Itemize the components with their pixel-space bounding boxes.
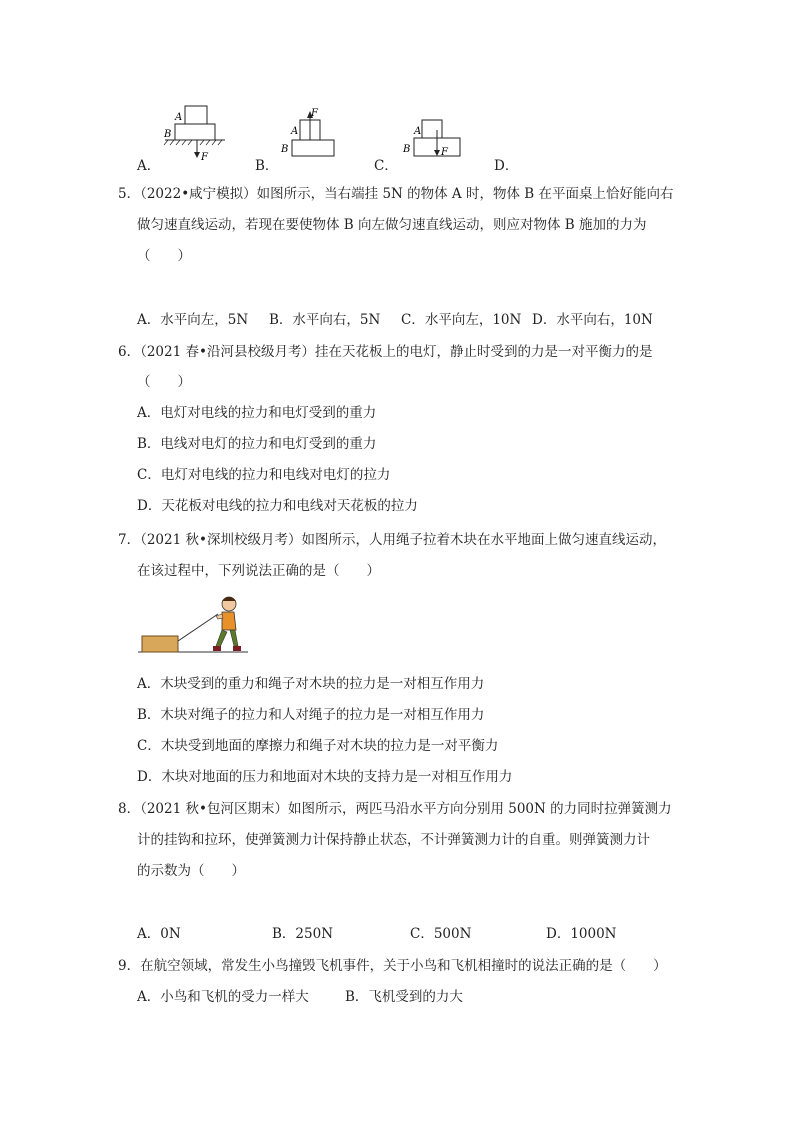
q4-c-block-a-label: A xyxy=(414,126,422,137)
q9-option-a[interactable]: A．小鸟和飞机的受力一样大 xyxy=(137,989,309,1005)
q6-option-d[interactable]: D．天花板对电线的拉力和电线对天花板的拉力 xyxy=(137,498,418,514)
q8-stem-line3: 的示数为（ ） xyxy=(137,863,245,879)
q7-option-d[interactable]: D．木块对地面的压力和地面对木块的支持力是一对相互作用力 xyxy=(137,769,513,785)
q4-c-block-b-label: B xyxy=(403,144,411,155)
q4-option-a-label: A． xyxy=(137,158,161,174)
q6-answer-blank: （ ） xyxy=(137,374,191,390)
q4-option-b-label: B． xyxy=(255,158,279,174)
q6-option-b[interactable]: B．电线对电灯的拉力和电灯受到的重力 xyxy=(137,436,377,452)
q7-option-a[interactable]: A．木块受到的重力和绳子对木块的拉力是一对相互作用力 xyxy=(137,676,485,692)
q4-b-force-label: F xyxy=(311,108,318,119)
q6-option-c[interactable]: C．电灯对电线的拉力和电线对电灯的拉力 xyxy=(137,467,391,483)
q4-figure-c xyxy=(400,100,470,165)
q8-option-b[interactable]: B．250N xyxy=(272,926,334,942)
q7-option-c[interactable]: C．木块受到地面的摩擦力和绳子对木块的拉力是一对平衡力 xyxy=(137,738,499,754)
q4-c-force-label: F xyxy=(441,147,448,158)
q9-stem: 9．在航空领域，常发生小鸟撞毁飞机事件，关于小鸟和飞机相撞时的说法正确的是（ ） xyxy=(118,958,667,974)
q7-figure-person-pulling-block xyxy=(138,592,250,658)
q4-option-c-label: C． xyxy=(374,158,398,174)
q5-answer-blank: （ ） xyxy=(137,248,191,264)
q7-option-b[interactable]: B．木块对绳子的拉力和人对绳子的拉力是一对相互作用力 xyxy=(137,707,485,723)
q8-option-a[interactable]: A．0N xyxy=(137,926,181,942)
q5-option-a[interactable]: A．水平向左，5N xyxy=(137,312,249,328)
q4-figure-b xyxy=(278,100,348,165)
q8-option-d[interactable]: D．1000N xyxy=(546,926,617,942)
q4-option-d-label: D． xyxy=(494,158,519,174)
q7-stem-line2: 在该过程中，下列说法正确的是（ ） xyxy=(137,563,380,579)
q5-stem-line2: 做匀速直线运动，若现在要使物体 B 向左做匀速直线运动，则应对物体 B 施加的力为 xyxy=(137,217,647,233)
q4-a-force-label: F xyxy=(201,152,208,163)
q8-stem-line2: 计的挂钩和拉环，使弹簧测力计保持静止状态，不计弹簧测力计的自重。则弹簧测力计 xyxy=(137,832,650,848)
q5-option-d[interactable]: D．水平向右，10N xyxy=(532,312,653,328)
q5-option-c[interactable]: C．水平向左，10N xyxy=(401,312,522,328)
q6-stem: 6．（2021 春•沿河县校级月考）挂在天花板上的电灯，静止时受到的力是一对平衡力的是 xyxy=(118,344,653,360)
q5-option-b[interactable]: B．水平向右，5N xyxy=(269,312,381,328)
q4-b-block-b-label: B xyxy=(281,144,289,155)
q9-option-b[interactable]: B．飞机受到的力大 xyxy=(345,989,463,1005)
q4-b-block-a-label: A xyxy=(291,126,299,137)
q4-figure-a xyxy=(160,100,230,165)
q6-option-a[interactable]: A．电灯对电线的拉力和电灯受到的重力 xyxy=(137,405,377,421)
q5-stem-line1: 5．（2022•咸宁模拟）如图所示，当右端挂 5N 的物体 A 时，物体 B 在平面桌上恰好能向右 xyxy=(118,186,674,202)
q7-stem-line1: 7．（2021 秋•深圳校级月考）如图所示，人用绳子拉着木块在水平地面上做匀速直线运动， xyxy=(118,532,666,548)
q4-a-block-a-label: A xyxy=(175,112,183,123)
q4-a-block-b-label: B xyxy=(164,129,172,140)
q8-option-c[interactable]: C．500N xyxy=(410,926,472,942)
q8-stem-line1: 8．（2021 秋•包河区期末）如图所示，两匹马沿水平方向分别用 500N 的力同时拉弹簧测力 xyxy=(118,801,672,817)
